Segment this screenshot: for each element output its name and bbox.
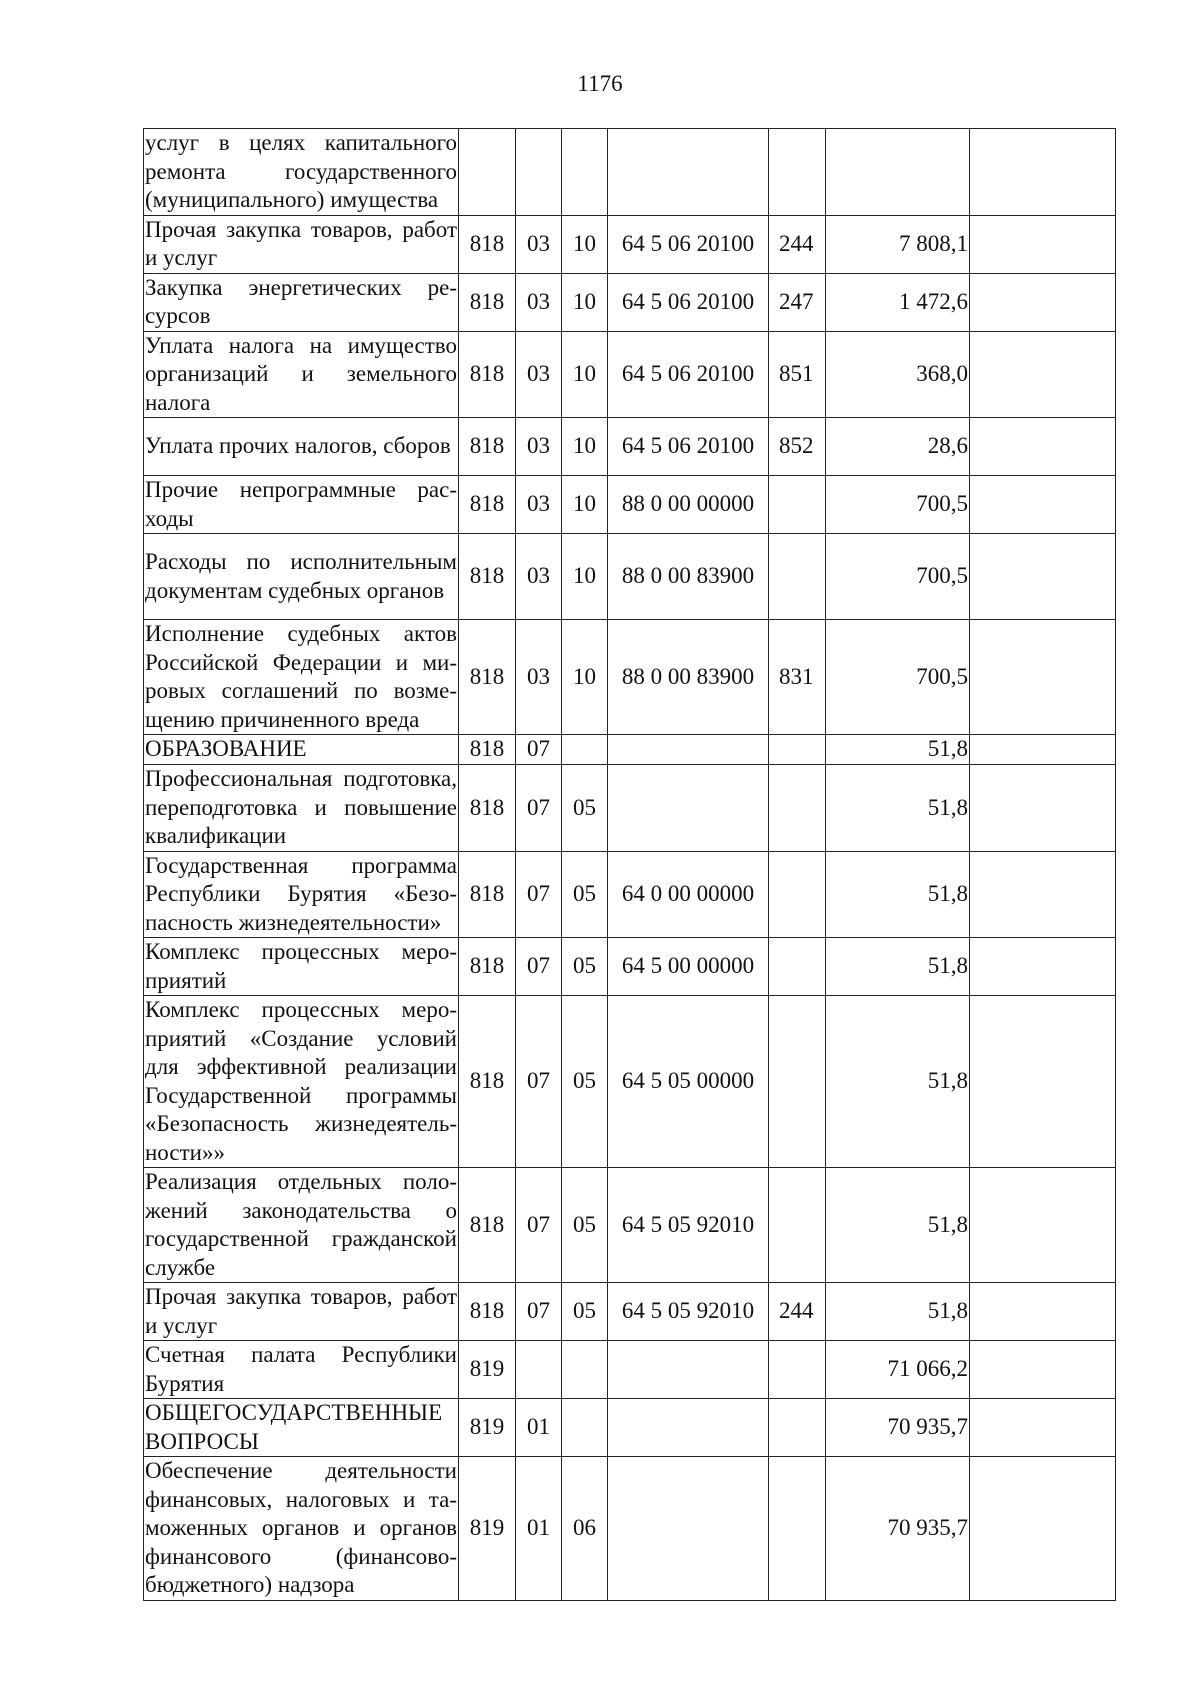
cell-rz: 03 (516, 620, 562, 735)
cell-name: Комплекс процессных мероприятий «Создание условий для эффективной реализации Государственной программы «Безопасность жизнедеятельности»» (144, 996, 459, 1168)
cell-empty (970, 996, 1116, 1168)
cell-cs: 64 5 06 20100 (608, 418, 769, 476)
cell-name: Уплата прочих налогов, сборов (144, 418, 459, 476)
cell-sum: 51,8 (826, 1168, 970, 1283)
cell-sum: 51,8 (826, 765, 970, 852)
cell-name: Прочая закупка товаров, работ и услуг (144, 215, 459, 273)
cell-sum: 71 066,2 (826, 1341, 970, 1399)
cell-rz: 07 (516, 735, 562, 765)
cell-gr: 818 (459, 1283, 516, 1341)
cell-empty (970, 1457, 1116, 1601)
cell-cs: 64 5 06 20100 (608, 215, 769, 273)
cell-name: Государственная программа Республики Бурятия «Безопасность жизнедеятельности» (144, 851, 459, 938)
cell-empty (970, 620, 1116, 735)
cell-vr (769, 476, 826, 534)
cell-pr: 05 (562, 851, 608, 938)
cell-rz: 07 (516, 1283, 562, 1341)
table-row (144, 1283, 1116, 1341)
cell-cs: 64 5 06 20100 (608, 273, 769, 331)
cell-vr (769, 129, 826, 216)
cell-empty (970, 1341, 1116, 1399)
cell-rz: 03 (516, 331, 562, 418)
cell-name: Профессиональная подготовка, переподготовка и повышение квалификации (144, 765, 459, 852)
cell-cs: 64 5 06 20100 (608, 331, 769, 418)
cell-name: Счетная палата Республики Бурятия (144, 1341, 459, 1399)
cell-pr: 05 (562, 938, 608, 996)
cell-rz: 07 (516, 938, 562, 996)
cell-name: услуг в целях капитального ремонта государственного (муниципального) имущества (144, 129, 459, 216)
cell-pr: 05 (562, 1168, 608, 1283)
cell-cs: 64 5 00 00000 (608, 938, 769, 996)
cell-rz: 03 (516, 476, 562, 534)
cell-empty (970, 765, 1116, 852)
cell-name: Обеспечение деятельности финансовых, налоговых и таможенных органов и органов финансового (финансово-бюджетного) надзора (144, 1457, 459, 1601)
table-row (144, 331, 1116, 418)
cell-rz: 07 (516, 765, 562, 852)
cell-sum: 51,8 (826, 938, 970, 996)
cell-vr (769, 1457, 826, 1601)
table-row (144, 938, 1116, 996)
cell-rz (516, 1341, 562, 1399)
budget-table (143, 128, 1116, 1601)
cell-rz: 07 (516, 851, 562, 938)
cell-empty (970, 1168, 1116, 1283)
cell-empty (970, 735, 1116, 765)
cell-gr: 818 (459, 735, 516, 765)
cell-rz (516, 129, 562, 216)
table-row (144, 273, 1116, 331)
cell-gr: 818 (459, 476, 516, 534)
cell-pr (562, 1341, 608, 1399)
page-number: 1176 (577, 71, 623, 96)
cell-cs (608, 129, 769, 216)
table-row (144, 534, 1116, 620)
cell-vr (769, 1399, 826, 1457)
cell-name: Уплата налога на имущество организаций и земельного налога (144, 331, 459, 418)
cell-sum: 28,6 (826, 418, 970, 476)
cell-vr: 831 (769, 620, 826, 735)
table-row (144, 418, 1116, 476)
cell-gr: 818 (459, 996, 516, 1168)
cell-pr: 10 (562, 534, 608, 620)
cell-empty (970, 273, 1116, 331)
cell-sum: 700,5 (826, 476, 970, 534)
cell-sum: 51,8 (826, 851, 970, 938)
table-row (144, 129, 1116, 216)
cell-cs (608, 1457, 769, 1601)
cell-sum: 1 472,6 (826, 273, 970, 331)
table-row (144, 1457, 1116, 1601)
table-row (144, 1168, 1116, 1283)
cell-empty (970, 129, 1116, 216)
table-body (144, 129, 1116, 1601)
cell-empty (970, 215, 1116, 273)
cell-sum: 51,8 (826, 735, 970, 765)
cell-gr (459, 129, 516, 216)
cell-empty (970, 851, 1116, 938)
cell-cs: 88 0 00 83900 (608, 534, 769, 620)
table-row (144, 476, 1116, 534)
cell-gr: 818 (459, 1168, 516, 1283)
cell-vr: 852 (769, 418, 826, 476)
cell-rz: 01 (516, 1399, 562, 1457)
cell-rz: 01 (516, 1457, 562, 1601)
cell-vr (769, 735, 826, 765)
cell-cs (608, 1399, 769, 1457)
cell-sum: 7 808,1 (826, 215, 970, 273)
cell-vr (769, 938, 826, 996)
cell-cs: 64 5 05 00000 (608, 996, 769, 1168)
cell-empty (970, 418, 1116, 476)
cell-cs (608, 1341, 769, 1399)
cell-vr: 247 (769, 273, 826, 331)
cell-rz: 03 (516, 418, 562, 476)
cell-gr: 818 (459, 215, 516, 273)
cell-gr: 818 (459, 273, 516, 331)
cell-sum: 70 935,7 (826, 1399, 970, 1457)
cell-gr: 819 (459, 1341, 516, 1399)
cell-vr: 244 (769, 1283, 826, 1341)
cell-gr: 818 (459, 418, 516, 476)
cell-pr: 10 (562, 476, 608, 534)
cell-pr (562, 129, 608, 216)
cell-sum: 70 935,7 (826, 1457, 970, 1601)
cell-name: ОБЩЕГОСУДАРСТВЕННЫЕ ВОПРОСЫ (144, 1399, 459, 1457)
cell-sum: 51,8 (826, 1283, 970, 1341)
cell-cs: 88 0 00 00000 (608, 476, 769, 534)
cell-rz: 03 (516, 534, 562, 620)
cell-gr: 819 (459, 1457, 516, 1601)
cell-empty (970, 476, 1116, 534)
cell-name: ОБРАЗОВАНИЕ (144, 735, 459, 765)
table-row (144, 851, 1116, 938)
cell-name: Прочая закупка товаров, работ и услуг (144, 1283, 459, 1341)
table-row (144, 1399, 1116, 1457)
table-row (144, 996, 1116, 1168)
cell-gr: 818 (459, 851, 516, 938)
cell-cs: 64 5 05 92010 (608, 1283, 769, 1341)
cell-gr: 818 (459, 331, 516, 418)
cell-pr (562, 1399, 608, 1457)
cell-vr (769, 765, 826, 852)
cell-name: Исполнение судебных актов Российской Федерации и мировых соглашений по возмещению причиненного вреда (144, 620, 459, 735)
cell-cs: 64 0 00 00000 (608, 851, 769, 938)
cell-rz: 07 (516, 996, 562, 1168)
cell-rz: 03 (516, 215, 562, 273)
cell-name: Прочие непрограммные расходы (144, 476, 459, 534)
cell-gr: 818 (459, 620, 516, 735)
cell-pr: 05 (562, 1283, 608, 1341)
cell-rz: 07 (516, 1168, 562, 1283)
cell-cs: 64 5 05 92010 (608, 1168, 769, 1283)
cell-name: Расходы по исполнительным документам судебных органов (144, 534, 459, 620)
cell-pr: 10 (562, 620, 608, 735)
cell-rz: 03 (516, 273, 562, 331)
cell-vr (769, 1341, 826, 1399)
cell-pr: 10 (562, 418, 608, 476)
cell-vr (769, 534, 826, 620)
cell-empty (970, 938, 1116, 996)
table-row (144, 765, 1116, 852)
cell-sum (826, 129, 970, 216)
cell-vr (769, 996, 826, 1168)
cell-sum: 368,0 (826, 331, 970, 418)
cell-cs: 88 0 00 83900 (608, 620, 769, 735)
cell-pr (562, 735, 608, 765)
cell-name: Реализация отдельных положений законодательства о государственной гражданской службе (144, 1168, 459, 1283)
table-row (144, 215, 1116, 273)
cell-pr: 10 (562, 273, 608, 331)
cell-empty (970, 331, 1116, 418)
cell-gr: 819 (459, 1399, 516, 1457)
cell-pr: 06 (562, 1457, 608, 1601)
cell-cs (608, 765, 769, 852)
cell-name: Комплекс процессных мероприятий (144, 938, 459, 996)
table-row (144, 1341, 1116, 1399)
cell-gr: 818 (459, 938, 516, 996)
cell-gr: 818 (459, 765, 516, 852)
cell-pr: 05 (562, 996, 608, 1168)
cell-empty (970, 1399, 1116, 1457)
cell-empty (970, 534, 1116, 620)
cell-name: Закупка энергетических ресурсов (144, 273, 459, 331)
cell-vr (769, 1168, 826, 1283)
cell-vr: 244 (769, 215, 826, 273)
table-row (144, 620, 1116, 735)
cell-pr: 10 (562, 331, 608, 418)
cell-sum: 700,5 (826, 534, 970, 620)
cell-sum: 700,5 (826, 620, 970, 735)
cell-vr (769, 851, 826, 938)
cell-pr: 05 (562, 765, 608, 852)
cell-cs (608, 735, 769, 765)
cell-sum: 51,8 (826, 996, 970, 1168)
cell-empty (970, 1283, 1116, 1341)
cell-vr: 851 (769, 331, 826, 418)
cell-gr: 818 (459, 534, 516, 620)
cell-pr: 10 (562, 215, 608, 273)
table-row (144, 735, 1116, 765)
